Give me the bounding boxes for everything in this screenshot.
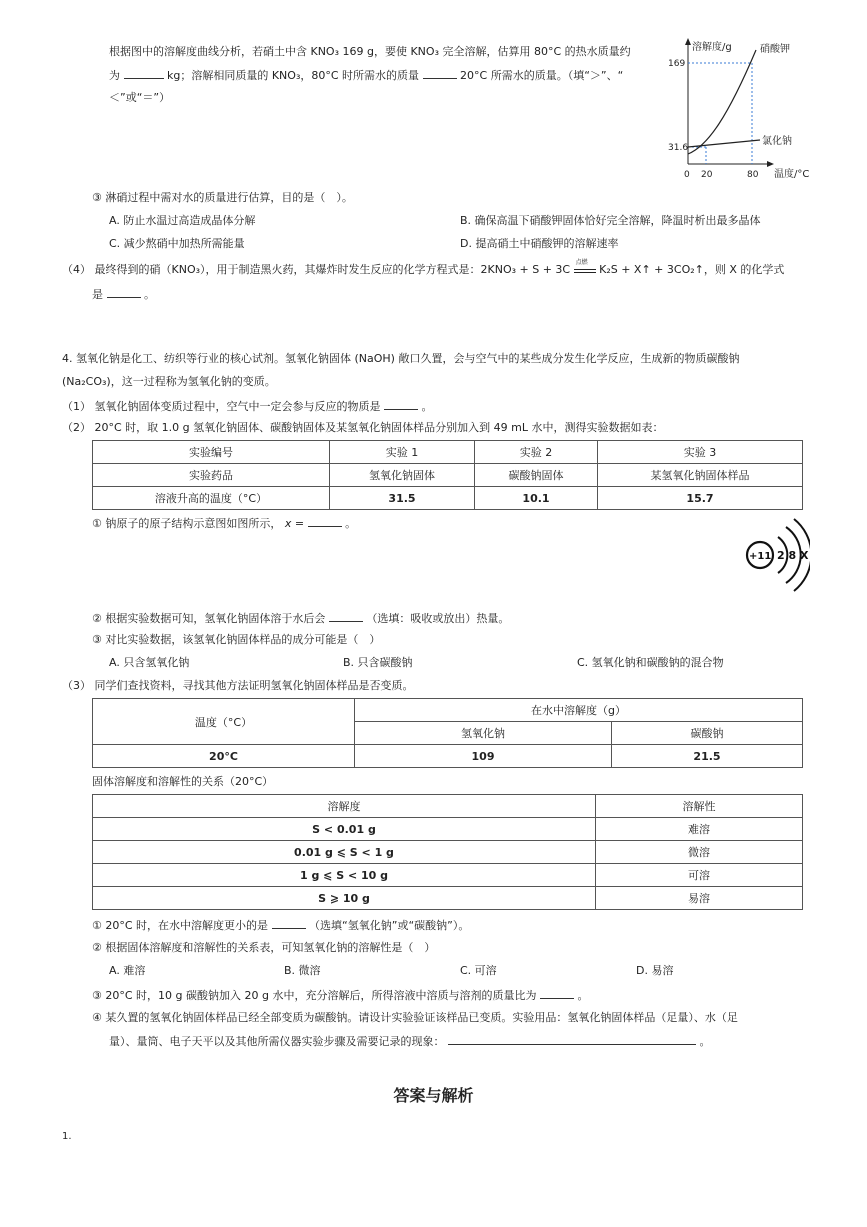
nacl-curve [688, 140, 760, 147]
q3-3-option-b[interactable]: B. 确保高温下硝酸钾固体恰好完全溶解，降温时析出最多晶体 [460, 214, 761, 227]
text: ① 钠原子的原子结构示意图如图所示， [92, 517, 282, 530]
answer-blank[interactable] [448, 1033, 696, 1045]
table-row [93, 464, 803, 487]
q3-4-line1 [62, 259, 785, 278]
answer-blank[interactable] [308, 515, 342, 527]
answer-number: 1. [62, 1131, 72, 1142]
experiment-table [92, 440, 803, 510]
table-header: 氢氧化钠 [355, 722, 612, 745]
q4-3-3 [92, 987, 588, 1004]
table-cell: 15.7 [598, 487, 803, 510]
table-header: 溶解度 [93, 795, 596, 818]
x-tick-80: 80 [747, 170, 759, 180]
y-axis-arrow [685, 38, 691, 45]
table-cell: 31.5 [330, 487, 475, 510]
table-cell: 微溶 [596, 841, 803, 864]
text: 是 [92, 288, 103, 301]
table-row [93, 795, 803, 818]
table3-caption: 固体溶解度和溶解性的关系（20°C） [92, 775, 274, 788]
table-row [93, 745, 803, 768]
text: 。 [144, 288, 155, 301]
answer-blank[interactable] [124, 67, 164, 79]
table-cell: 氢氧化钠固体 [330, 464, 475, 487]
solubility-class-table [92, 794, 803, 910]
text: 。 [421, 400, 433, 413]
nucleus-charge: +11 [749, 551, 772, 562]
table-cell: 某氢氧化钠固体样品 [598, 464, 803, 487]
q4-3-2-option-d[interactable]: D. 易溶 [636, 964, 674, 977]
table-row [93, 887, 803, 910]
table-cell: 21.5 [612, 745, 803, 768]
q4-3-2-option-c[interactable]: C. 可溶 [460, 964, 497, 977]
table-header: 溶解性 [596, 795, 803, 818]
text: 20°C 时，取 1.0 g 氢氧化钠固体、碳酸钠固体及某氢氧化钠固体样品分别加入到 49 mL 水中，测得实验数据如表： [94, 421, 664, 434]
solubility-graph [668, 36, 818, 184]
answer-blank[interactable] [329, 610, 363, 622]
table-header: 碳酸钠 [612, 722, 803, 745]
part-number: （3） [62, 679, 91, 692]
table-cell: S ⩾ 10 g [93, 887, 596, 910]
q3-intro-line1: 根据图中的溶解度曲线分析，若硝土中含 KNO₃ 169 g，要使 KNO₃ 完全溶解，估算用 80°C 的热水质量约 [109, 45, 631, 58]
q4-3-4-line1: ④ 某久置的氢氧化钠固体样品已经全部变质为碳酸钠。请设计实验验证该样品已变质。实验用品：氢氧化钠固体样品（足量）、水（足 [92, 1011, 738, 1024]
table-header: 实验 1 [330, 441, 475, 464]
part-number: （1） [62, 400, 91, 413]
table-cell: 溶液升高的温度（°C） [93, 487, 330, 510]
text: K₂S + X↑ + 3CO₂↑，则 X 的化学式 [599, 263, 785, 276]
text: ③ 20°C 时，10 g 碳酸钠加入 20 g 水中，充分溶解后，所得溶液中溶质与溶剂的质量比为 [92, 989, 537, 1002]
q4-part2 [62, 420, 663, 436]
table-cell: 易溶 [596, 887, 803, 910]
kno3-curve [688, 50, 756, 154]
q3-3-option-a[interactable]: A. 防止水温过高造成晶体分解 [109, 214, 256, 227]
q4-part3 [62, 678, 414, 694]
table-cell: 实验药品 [93, 464, 330, 487]
table-cell: 可溶 [596, 864, 803, 887]
q4-2-1 [92, 515, 356, 532]
table-header: 实验 2 [475, 441, 598, 464]
q4-2-3-option-c[interactable]: C. 氢氧化钠和碳酸钠的混合物 [577, 656, 724, 669]
table-cell: 难溶 [596, 818, 803, 841]
q4-2-3-stem: ③ 对比实验数据，该氢氧化钠固体样品的成分可能是（ ） [92, 633, 381, 646]
text: 同学们查找资料，寻找其他方法证明氢氧化钠固体样品是否变质。 [94, 679, 414, 692]
q3-3-stem: ③ 淋硝过程中需对水的质量进行估算，目的是（ ）。 [92, 191, 353, 204]
q3-intro-line3: ＜”或“＝”） [109, 91, 171, 104]
q4-intro-line2: (Na₂CO₃)，这一过程称为氢氧化钠的变质。 [62, 375, 276, 388]
sodium-atom-diagram [740, 515, 810, 595]
reaction-condition: 点燃 [575, 259, 588, 266]
answer-blank[interactable] [423, 67, 457, 79]
q3-4-line2 [92, 286, 155, 303]
solubility-table [92, 698, 803, 768]
q4-3-2-option-a[interactable]: A. 难溶 [109, 964, 146, 977]
table-header: 实验 3 [598, 441, 803, 464]
text: kg；溶解相同质量的 KNO₃，80°C 时所需水的质量 [167, 69, 420, 82]
text: 。 [699, 1035, 711, 1048]
answer-blank[interactable] [540, 987, 574, 999]
nacl-label: 氯化钠 [762, 136, 792, 147]
text: 最终得到的硝（KNO₃），用于制造黑火药，其爆炸时发生反应的化学方程式是：2KNO₃ + S + 3C [94, 263, 571, 276]
text: （选填“氢氧化钠”或“碳酸钠”）。 [309, 919, 470, 932]
table-cell: 109 [355, 745, 612, 768]
table-row [93, 864, 803, 887]
text: 为 [109, 69, 120, 82]
variable: x [284, 517, 292, 530]
part-number: （2） [62, 421, 91, 434]
table-cell: 10.1 [475, 487, 598, 510]
table-header: 在水中溶解度（g） [355, 699, 803, 722]
q3-3-option-d[interactable]: D. 提高硝土中硝酸钾的溶解速率 [460, 237, 619, 250]
q3-3-option-c[interactable]: C. 减少熬硝中加热所需能量 [109, 237, 245, 250]
q4-part1 [62, 398, 433, 415]
table-row [93, 818, 803, 841]
shell-electrons: 2 8 X [777, 549, 809, 562]
q4-3-2-option-b[interactable]: B. 微溶 [284, 964, 321, 977]
table-header: 温度（°C） [93, 699, 355, 745]
x-tick-0: 0 [684, 170, 690, 180]
table-header: 实验编号 [93, 441, 330, 464]
x-axis-arrow [767, 161, 774, 167]
q4-2-2 [92, 610, 509, 627]
equation-arrow [574, 259, 596, 273]
text: 20°C 所需水的质量。（填“＞”、“ [460, 69, 624, 82]
q4-intro-line1: 4. 氢氧化钠是化工、纺织等行业的核心试剂。氢氧化钠固体 (NaOH) 敞口久置，会与空气中的某些成分发生化学反应，生成新的物质碳酸钠 [62, 352, 740, 365]
table-cell: 碳酸钠固体 [475, 464, 598, 487]
x-tick-20: 20 [701, 170, 713, 180]
text: 。 [577, 989, 589, 1002]
table-row [93, 441, 803, 464]
q4-3-2-stem: ② 根据固体溶解度和溶解性的关系表，可知氢氧化钠的溶解性是（ ） [92, 941, 436, 954]
y-label: 溶解度/g [692, 42, 732, 53]
table-cell: 1 g ⩽ S < 10 g [93, 864, 596, 887]
q4-3-1 [92, 917, 469, 934]
answer-section-title: 答案与解析 [393, 1086, 474, 1105]
q4-2-3-option-b[interactable]: B. 只含碳酸钠 [343, 656, 413, 669]
text: 。 [345, 517, 357, 530]
text: 氢氧化钠固体变质过程中，空气中一定会参与反应的物质是 [94, 400, 381, 413]
table-cell: 0.01 g ⩽ S < 1 g [93, 841, 596, 864]
table-row [93, 841, 803, 864]
answer-blank[interactable] [272, 917, 306, 929]
table-cell: S < 0.01 g [93, 818, 596, 841]
text: = [294, 517, 305, 530]
table-cell: 20°C [93, 745, 355, 768]
kno3-label: 硝酸钾 [760, 44, 790, 55]
y-tick-169: 169 [668, 59, 686, 69]
answer-blank[interactable] [107, 286, 141, 298]
q4-3-4-line2 [109, 1033, 711, 1050]
table-row [93, 699, 803, 722]
x-label: 温度/°C [774, 169, 810, 180]
text: ① 20°C 时，在水中溶解度更小的是 [92, 919, 269, 932]
answer-blank[interactable] [384, 398, 418, 410]
q3-4-number: （4） [62, 263, 91, 276]
text: ② 根据实验数据可知，氢氧化钠固体溶于水后会 [92, 612, 326, 625]
table-row [93, 487, 803, 510]
y-tick-31-6: 31.6 [668, 143, 689, 153]
q3-intro-line2 [109, 67, 623, 84]
text: 量）、量筒、电子天平以及其他所需仪器实验步骤及需要记录的现象： [109, 1035, 445, 1048]
q4-2-3-option-a[interactable]: A. 只含氢氧化钠 [109, 656, 190, 669]
text: （选填：吸收或放出）热量。 [366, 612, 510, 625]
